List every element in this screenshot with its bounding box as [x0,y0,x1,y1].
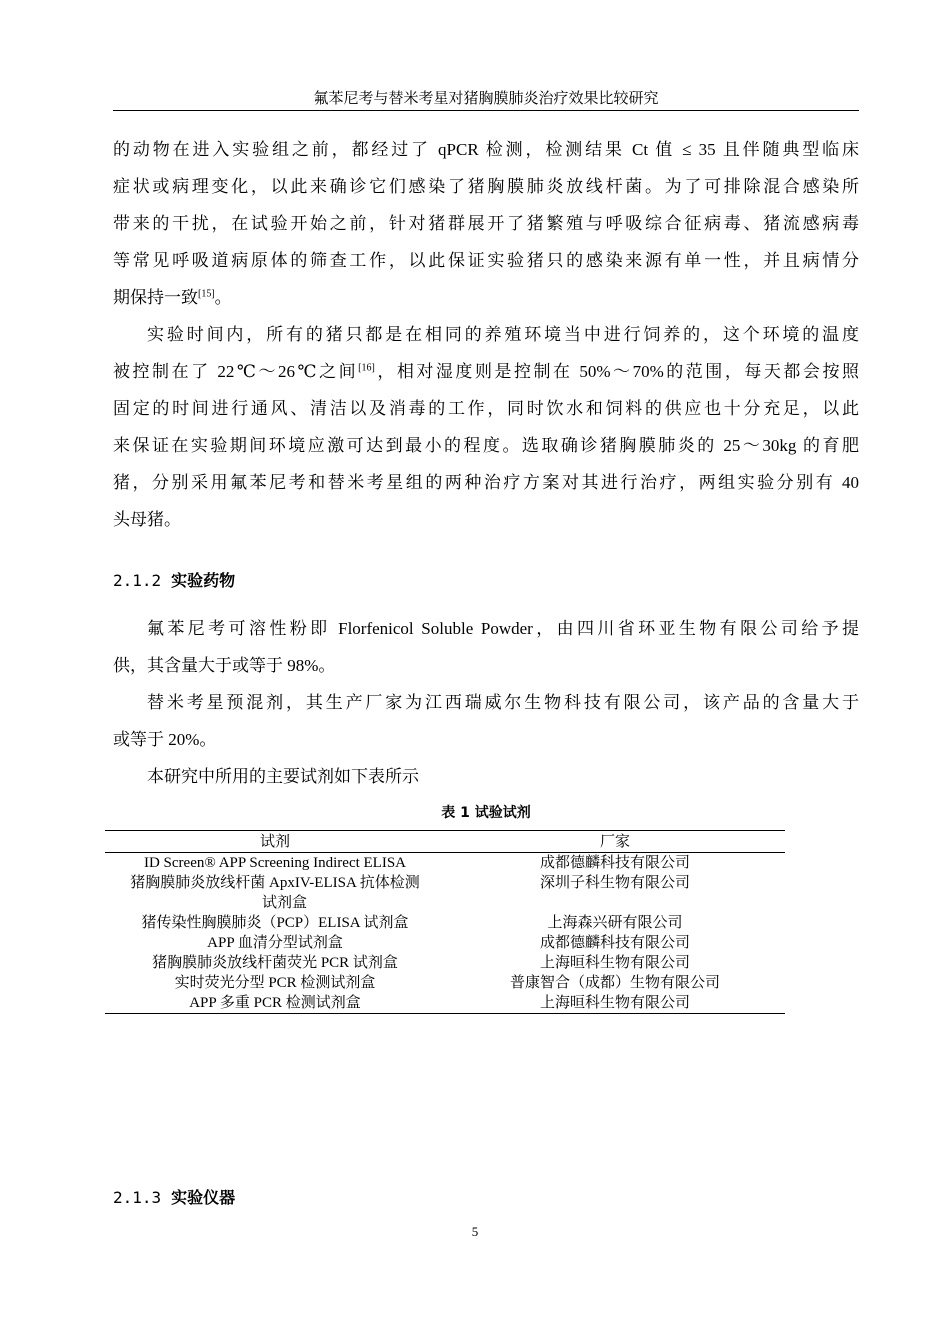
reagent-cell: 猪胸膜肺炎放线杆菌 ApxIV-ELISA 抗体检测 试剂盒 [130,875,420,911]
table-row [105,913,785,933]
text-line: 期保持一致[15]。 [113,288,232,307]
table-row [105,993,785,1014]
text-line: 的动物在进入实验组之前，都经过了 qPCR 检测，检测结果 Ct 值 ≤ 35 且伴随典型临床 [113,140,859,159]
section-title: 实验仪器 [171,1188,236,1207]
text-line: 固定的时间进行通风、清洁以及消毒的工作，同时饮水和饲料的供应也十分充足，以此 [113,399,859,418]
text-line: 头母猪。 [113,510,181,529]
text-line: 实验时间内，所有的猪只都是在相同的养殖环境当中进行饲养的，这个环境的温度 [147,325,859,344]
text-line: 被控制在了 22℃～26℃之间[16]，相对湿度则是控制在 50%～70%的范围，每天都会按照 [113,362,859,381]
reagent-cell: ID Screen® APP Screening Indirect ELISA [143,855,407,871]
section-number: 2.1.3 [113,1188,162,1207]
maker-cell: 上海晅科生物有限公司 [539,955,690,971]
running-header: 氟苯尼考与替米考星对猪胸膜肺炎治疗效果比较研究 [313,91,659,107]
page-number: 5 [471,1224,479,1239]
paragraph-2-cont [113,353,859,538]
text-line: 替米考星预混剂，其生产厂家为江西瑞威尔生物科技有限公司，该产品的含量大于 [147,693,859,712]
maker-cell: 上海森兴研有限公司 [547,915,683,931]
table-caption: 表 1 试验试剂 [441,805,531,821]
column-header-maker: 厂家 [445,831,785,853]
section-heading-2-1-2 [113,571,235,591]
reagent-cell: 实时荧光分型 PCR 检测试剂盒 [174,975,376,991]
table-row [105,973,785,993]
paragraph-2 [113,316,859,353]
paragraph-5 [113,758,859,795]
maker-cell: 普康智合（成都）生物有限公司 [509,975,720,991]
maker-cell: 成都德麟科技有限公司 [539,855,690,871]
paragraph-3 [113,610,859,647]
header-rule [113,110,859,111]
text-line: 本研究中所用的主要试剂如下表所示 [147,767,419,786]
paragraph-1 [113,131,859,316]
text-line: 猪，分别采用氟苯尼考和替米考星组的两种治疗方案对其进行治疗，两组实验分别有 40 [113,473,859,492]
reagent-cell: APP 血清分型试剂盒 [207,935,343,951]
reagents-table [105,830,785,1014]
table-row [105,853,785,874]
section-number: 2.1.2 [113,571,162,590]
maker-cell: 成都德麟科技有限公司 [539,935,690,951]
table-row [105,933,785,953]
maker-cell: 上海晅科生物有限公司 [445,993,785,1014]
table-row [105,953,785,973]
text-line: 或等于 20%。 [113,730,217,749]
paragraph-3-cont [113,647,859,684]
reagent-cell: 猪传染性胸膜肺炎（PCP）ELISA 试剂盒 [141,915,409,931]
text-line: 氟苯尼考可溶性粉即 Florfenicol Soluble Powder，由四川省环亚生物有限公司给予提 [147,619,859,638]
text-line: 供，其含量大于或等于 98%。 [113,656,336,675]
citation-ref[interactable]: [15] [198,288,215,300]
text-line: 来保证在实验期间环境应激可达到最小的程度。选取确诊猪胸膜肺炎的 25～30kg 的育肥 [113,436,859,455]
table-header-row [105,831,785,853]
reagent-cell: APP 多重 PCR 检测试剂盒 [105,993,445,1014]
text-line: 症状或病理变化，以此来确诊它们感染了猪胸膜肺炎放线杆菌。为了可排除混合感染所 [113,177,859,196]
table-row [105,873,785,913]
section-title: 实验药物 [171,571,236,590]
column-header-reagent: 试剂 [105,831,445,853]
citation-ref[interactable]: [16] [358,362,375,374]
text-line: 等常见呼吸道病原体的筛查工作，以此保证实验猪只的感染来源有单一性，并且病情分 [113,251,859,270]
reagent-cell: 猪胸膜肺炎放线杆菌荧光 PCR 试剂盒 [152,955,398,971]
maker-cell: 深圳子科生物有限公司 [539,875,690,891]
text-line: 带来的干扰，在试验开始之前，针对猪群展开了猪繁殖与呼吸综合征病毒、猪流感病毒 [113,214,859,233]
paragraph-4 [113,684,859,721]
paragraph-4-cont [113,721,859,758]
section-heading-2-1-3 [113,1188,235,1208]
